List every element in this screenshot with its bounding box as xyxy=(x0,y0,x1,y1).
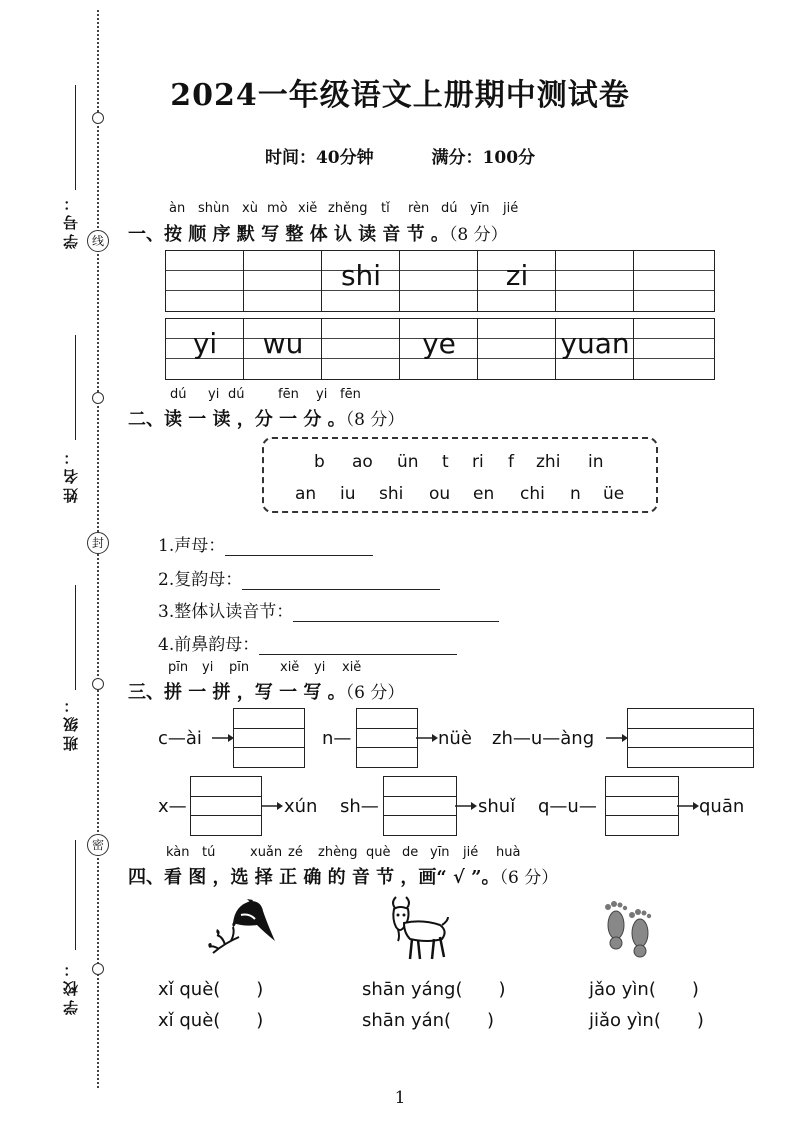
letter: chi xyxy=(520,484,545,504)
pinyin: yi xyxy=(202,660,214,675)
choice-option[interactable]: shān yáng( ) xyxy=(362,979,506,1000)
question-label: 3.整体认读音节： xyxy=(158,602,294,622)
pinyin: pīn xyxy=(168,660,189,675)
sec4-heading-text: 四、看 图 ，选 择 正 确 的 音 节 ，画“ √ ”。 xyxy=(128,867,500,888)
spell-result-xun: xún xyxy=(284,796,318,817)
pinyin: yi xyxy=(314,660,326,675)
pinyin: pīn xyxy=(229,660,250,675)
magpie-picture xyxy=(205,893,277,961)
letter: üe xyxy=(603,484,625,504)
spell-item-sh: sh— xyxy=(340,796,379,817)
question-fuyunmu xyxy=(158,565,440,590)
write-box[interactable] xyxy=(605,776,679,836)
spell-result-nue: nüè xyxy=(438,728,472,749)
pinyin: yīn xyxy=(470,201,490,216)
letter: an xyxy=(295,484,317,504)
pinyin: jié xyxy=(503,201,519,216)
spell-result-shui: shuǐ xyxy=(478,796,516,817)
choice-option[interactable]: jiǎo yìn( ) xyxy=(589,1010,704,1031)
name-blank[interactable] xyxy=(75,335,76,440)
class-label: 班级： xyxy=(62,694,80,751)
sec1-heading-text: 一、按 顺 序 默 写 整 体 认 读 音 节 。 xyxy=(128,224,449,245)
grid-cell-given: shi xyxy=(340,259,382,292)
arrow-right-icon xyxy=(455,800,477,812)
page-number: 1 xyxy=(394,1088,406,1108)
arrow-right-icon xyxy=(416,732,438,744)
sec3-heading-text: 三、拼 一 拼 ，写 一 写 。 xyxy=(128,682,346,703)
time-limit: 时间：40分钟 xyxy=(264,148,374,168)
sec3-pinyin xyxy=(166,660,386,676)
pinyin: jié xyxy=(463,845,479,860)
pinyin: yi xyxy=(208,387,220,402)
goat-picture xyxy=(382,893,452,965)
choice-option[interactable]: xǐ què( ) xyxy=(158,979,264,1000)
pinyin: yīn xyxy=(430,845,450,860)
pinyin: xiě xyxy=(280,660,300,675)
spell-item-cai: c—ài xyxy=(158,728,202,749)
page-title: 2024一年级语文上册期中测试卷 xyxy=(170,78,630,113)
pinyin: fēn xyxy=(278,387,299,402)
pinyin: rèn xyxy=(408,201,430,216)
sec1-score: （8 分） xyxy=(448,225,508,245)
arrow-right-icon xyxy=(606,732,628,744)
answer-blank[interactable] xyxy=(242,571,440,590)
answer-blank[interactable] xyxy=(259,636,457,655)
letter: in xyxy=(588,452,604,472)
sec4-pinyin xyxy=(166,845,546,861)
write-box[interactable] xyxy=(383,776,457,836)
full-score: 满分：100分 xyxy=(431,148,536,168)
sec2-heading xyxy=(128,405,404,431)
arrow-right-icon xyxy=(212,732,234,744)
pinyin: què xyxy=(366,845,391,860)
school-label: 学校： xyxy=(62,958,80,1015)
student-number-label: 学号： xyxy=(62,192,80,249)
letter: b xyxy=(314,452,325,472)
pinyin: zhèng xyxy=(318,845,358,860)
school-blank[interactable] xyxy=(75,840,76,950)
sec2-pinyin xyxy=(166,387,386,403)
pinyin: xù xyxy=(242,201,258,216)
write-box[interactable] xyxy=(190,776,262,836)
pinyin: àn xyxy=(169,201,186,216)
pinyin: kàn xyxy=(166,845,190,860)
pinyin: tǐ xyxy=(381,201,390,216)
spell-result-quan: quān xyxy=(699,796,745,817)
sec2-score: （8 分） xyxy=(345,410,405,430)
pinyin-grid-row2 xyxy=(165,318,715,380)
binding-hole xyxy=(92,392,104,404)
letter: shi xyxy=(379,484,404,504)
pinyin: dú xyxy=(170,387,187,402)
name-label: 姓名： xyxy=(62,446,80,503)
pinyin-grid-row1 xyxy=(165,250,715,312)
seal-char-mi: 密 xyxy=(87,834,109,856)
pinyin: zé xyxy=(288,845,303,860)
arrow-right-icon xyxy=(261,800,283,812)
grid-cell-given: yuan xyxy=(560,327,630,360)
letters-box xyxy=(262,437,658,513)
pinyin: xiě xyxy=(342,660,362,675)
sec1-heading xyxy=(128,220,508,246)
write-box[interactable] xyxy=(233,708,305,768)
answer-blank[interactable] xyxy=(225,537,373,556)
spell-item-n: n— xyxy=(322,728,352,749)
footprint-picture xyxy=(600,895,660,961)
question-shengmu xyxy=(158,531,373,556)
pinyin: mò xyxy=(267,201,288,216)
write-box[interactable] xyxy=(627,708,754,768)
sec3-score: （6 分） xyxy=(345,683,405,703)
letter: t xyxy=(442,452,449,472)
letter: zhi xyxy=(536,452,561,472)
grid-cell-given: yi xyxy=(192,327,218,360)
pinyin: fēn xyxy=(340,387,361,402)
grid-cell-given: zi xyxy=(505,259,529,292)
write-box[interactable] xyxy=(356,708,418,768)
choice-option[interactable]: shān yán( ) xyxy=(362,1010,495,1031)
grid-cell-given: wu xyxy=(262,327,304,360)
pinyin: xuǎn xyxy=(250,845,283,860)
pinyin: de xyxy=(402,845,419,860)
letter: f xyxy=(508,452,514,472)
letter: ri xyxy=(472,452,484,472)
choice-option[interactable]: xǐ què( ) xyxy=(158,1010,264,1031)
seal-char-feng: 封 xyxy=(87,532,109,554)
grid-cell-given: ye xyxy=(422,327,456,360)
spell-item-qu: q—u— xyxy=(538,796,597,817)
sec2-heading-text: 二、读 一 读 ，分 一 分 。 xyxy=(128,409,346,430)
binding-hole xyxy=(92,963,104,975)
exam-info xyxy=(0,143,800,168)
pinyin: shùn xyxy=(198,201,230,216)
letter: n xyxy=(570,484,581,504)
sec4-score: （6 分） xyxy=(499,868,559,888)
binding-hole xyxy=(92,678,104,690)
letter: ün xyxy=(397,452,419,472)
letter: ou xyxy=(429,484,451,504)
pinyin: dú xyxy=(441,201,458,216)
spell-item-x: x— xyxy=(158,796,187,817)
question-label: 2.复韵母： xyxy=(158,570,243,590)
question-qianbi xyxy=(158,630,457,655)
letter: iu xyxy=(340,484,356,504)
sec1-pinyin xyxy=(166,201,526,217)
pinyin: yi xyxy=(316,387,328,402)
question-label: 4.前鼻韵母： xyxy=(158,635,260,655)
sec4-heading xyxy=(128,863,558,889)
pinyin: dú xyxy=(228,387,245,402)
letter: ao xyxy=(352,452,373,472)
question-label: 1.声母： xyxy=(158,536,226,556)
pinyin: tú xyxy=(202,845,216,860)
seal-char-xian: 线 xyxy=(87,230,109,252)
choice-option[interactable]: jǎo yìn( ) xyxy=(589,979,699,1000)
question-zhengti xyxy=(158,597,499,622)
sec3-heading xyxy=(128,678,404,704)
letter: en xyxy=(473,484,495,504)
pinyin: huà xyxy=(496,845,521,860)
answer-blank[interactable] xyxy=(293,603,499,622)
pinyin: zhěng xyxy=(328,201,368,216)
spell-item-zhuang: zh—u—àng xyxy=(492,728,595,749)
arrow-right-icon xyxy=(677,800,699,812)
pinyin: xiě xyxy=(298,201,318,216)
class-blank[interactable] xyxy=(75,585,76,690)
